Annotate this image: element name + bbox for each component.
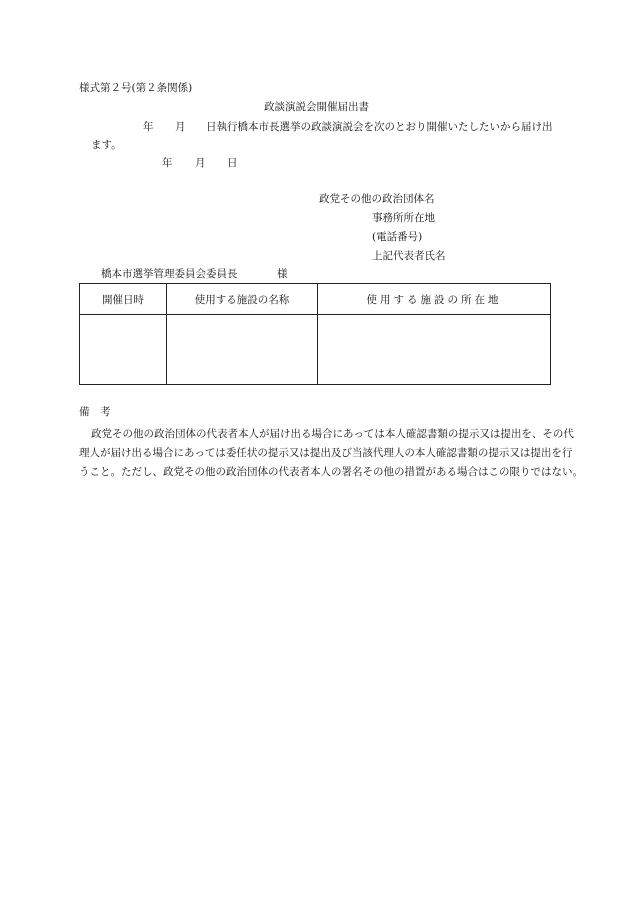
table-row	[80, 315, 551, 385]
addressee-honorific: 様	[277, 268, 288, 280]
date-day: 日	[227, 157, 238, 169]
cell-facility-location	[318, 315, 551, 385]
intro-year: 年	[143, 121, 154, 133]
header-facility-location: 使用する施設の所在地	[318, 284, 551, 315]
intro-month: 月	[175, 121, 186, 133]
document-title: 政談演説会開催届出書	[264, 101, 369, 113]
notes-line-1: 政党その他の政治団体の代表者本人が届け出る場合にあっては本人確認書類の提示又は提出を、その代	[91, 428, 574, 440]
header-facility-name: 使用する施設の名称	[167, 284, 318, 315]
notes-line-2: 理人が届け出る場合にあっては委任状の提示又は提出及び当該代理人の本人確認書類の提示又は提出を行	[79, 447, 573, 459]
intro-text-line1: 日執行橋本市長選挙の政談演説会を次のとおり開催いたしたいから届け出	[206, 121, 553, 133]
meeting-details-table	[79, 283, 551, 385]
representative-label: 上記代表者氏名	[372, 250, 446, 262]
office-location-label: 事務所所在地	[372, 212, 435, 224]
cell-date-time	[80, 315, 167, 385]
header-date-time: 開催日時	[80, 284, 167, 315]
addressee-name: 橋本市選挙管理委員会委員長	[101, 268, 238, 280]
party-name-label: 政党その他の政治団体名	[319, 193, 435, 205]
phone-label: (電話番号)	[372, 231, 423, 243]
notes-heading: 備 考	[79, 406, 111, 418]
date-month: 月	[195, 157, 206, 169]
table-header-row	[80, 284, 551, 315]
notes-line-3: うこと。ただし、政党その他の政治団体の代表者本人の署名その他の措置がある場合はこの限りではない。	[79, 466, 583, 478]
form-number: 様式第２号(第２条関係)	[79, 82, 193, 94]
cell-facility-name	[167, 315, 318, 385]
intro-text-line2: ます。	[91, 139, 122, 151]
date-year: 年	[162, 157, 173, 169]
